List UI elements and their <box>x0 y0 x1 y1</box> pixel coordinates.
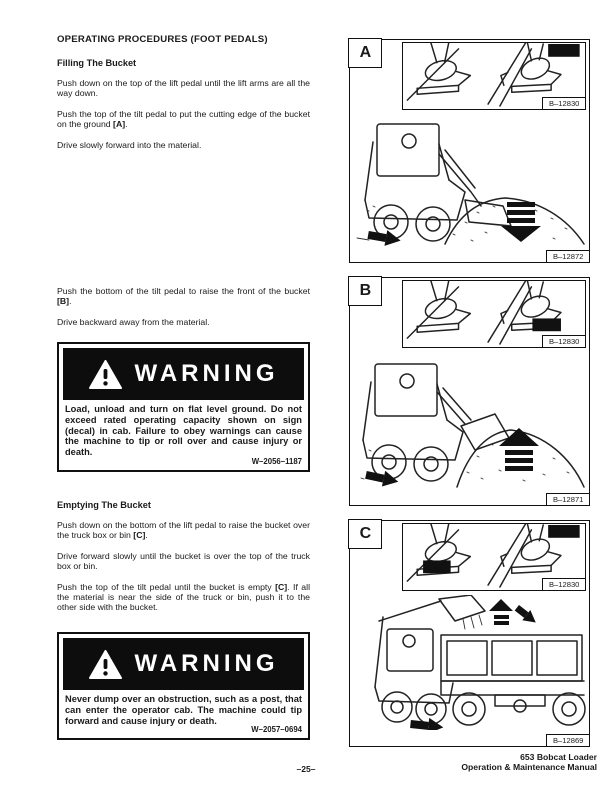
section-emptying-the-bucket <box>57 500 310 613</box>
paragraph-text: Push the top of the tilt pedal to put the cutting edge of the bucket on the ground <box>57 108 310 130</box>
warning-box-tipping <box>57 342 310 472</box>
figure-number-tag: B–12830 <box>542 335 586 348</box>
figure-number-tag: B–12869 <box>546 734 590 747</box>
paragraph-text: . <box>145 530 148 541</box>
forward-arrow-icon <box>367 227 402 246</box>
paragraph-text: . If all the material is near the side of the truck or bin, push it to the other side with the bucket. <box>57 581 310 613</box>
warning-header <box>63 348 304 400</box>
figure-reference-c2: [C] <box>275 581 288 592</box>
lift-pedal-bottom-highlight <box>423 560 451 573</box>
page-title: OPERATING PROCEDURES (FOOT PEDALS) <box>57 34 268 45</box>
figure-number-tag: B–12830 <box>542 97 586 110</box>
pedal-diagram-box-c <box>402 523 586 591</box>
figure-label-a: A <box>348 38 382 68</box>
doc-subtitle-line: Operation & Maintenance Manual <box>461 762 597 772</box>
warning-decal-code: W–2056–1187 <box>251 456 302 466</box>
paragraph-drive-backward: Drive backward away from the material. <box>57 316 210 327</box>
heading-emptying-the-bucket: Emptying The Bucket <box>57 500 151 510</box>
figure-label-c: C <box>348 519 382 549</box>
figure-panel-c <box>349 520 590 747</box>
tilt-pedal-top-highlight <box>548 525 580 538</box>
section-raise-bucket <box>57 286 310 327</box>
figure-number-tag: B–12872 <box>546 250 590 263</box>
paragraph-raise-bucket <box>57 520 310 541</box>
paragraph-text: Push down on the bottom of the lift pedal to raise the bucket over the truck box or bin <box>57 520 310 541</box>
warning-title: WARNING <box>134 650 279 677</box>
warning-title: WARNING <box>134 360 279 387</box>
warning-body-text: Load, unload and turn on flat level ground. Do not exceed rated operating capacity shown on sign (decal) in cab. Failure to obey warnings can cause the machine to tip or roll over and cause injury or death. <box>65 404 302 458</box>
figure-panel-b <box>349 277 590 506</box>
warning-body-text: Never dump over an obstruction, such as a post, that can enter the operator cab. The machine could tip forward and cause injury or death. <box>65 694 302 726</box>
paragraph-drive-forward: Drive slowly forward into the material. <box>57 139 202 150</box>
tilt-pedal-bottom-highlight <box>532 318 561 331</box>
figure-number-tag: B–12830 <box>542 578 586 591</box>
figure-label-b: B <box>348 276 382 306</box>
paragraph-text: . <box>125 119 128 130</box>
paragraph-raise-front <box>57 286 310 307</box>
pedal-diagram-box-a <box>402 42 586 110</box>
warning-box-obstruction <box>57 632 310 740</box>
figure-number-tag: B–12871 <box>546 493 590 506</box>
paragraph-text: . <box>69 296 72 307</box>
tilt-pedal-top-highlight <box>548 44 580 57</box>
warning-triangle-icon <box>89 360 122 389</box>
figure-reference-c: [C] <box>133 530 146 541</box>
up-arrow-icon <box>489 599 513 625</box>
page-number: –25– <box>296 764 316 774</box>
section-operating-procedures <box>57 34 310 150</box>
paragraph-drive-to-truck: Drive forward slowly until the bucket is over the top of the truck box or bin. <box>57 550 310 572</box>
figure-reference-a: [A] <box>113 119 126 130</box>
loader-filling-illustration <box>353 114 586 246</box>
warning-decal-code: W–2057–0694 <box>251 725 302 735</box>
paragraph-empty-bucket <box>57 582 310 613</box>
forward-arrow-icon <box>410 716 444 730</box>
paragraph-text: Push the bottom of the tilt pedal to raise the front of the bucket <box>57 286 310 296</box>
document-identifier <box>461 752 597 772</box>
paragraph-lift-pedal: Push down on the top of the lift pedal until the lift arms are all the way down. <box>57 78 310 99</box>
pedal-diagram-box-b <box>402 280 586 348</box>
paragraph-tilt-pedal <box>57 109 310 130</box>
figure-panel-a <box>349 39 590 263</box>
loader-raising-illustration <box>353 352 586 489</box>
warning-triangle-icon <box>89 650 122 679</box>
figure-reference-b: [B] <box>57 296 70 307</box>
loader-dumping-illustration <box>353 595 586 730</box>
down-arrow-icon <box>501 202 541 242</box>
paragraph-text: Push the top of the tilt pedal until the bucket is empty <box>57 581 276 592</box>
doc-title-line: 653 Bobcat Loader <box>520 752 597 762</box>
heading-filling-the-bucket: Filling The Bucket <box>57 58 137 68</box>
up-arrow-icon <box>499 428 539 471</box>
dump-arrow-icon <box>513 603 540 628</box>
warning-header <box>63 638 304 690</box>
